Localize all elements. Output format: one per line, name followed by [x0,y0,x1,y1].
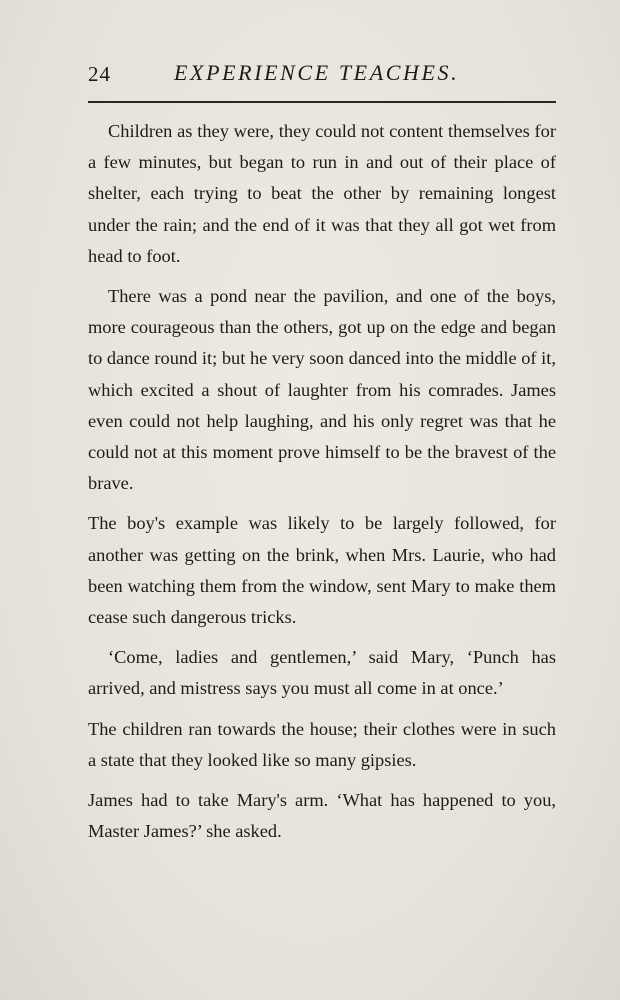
paragraph-5: The children ran towards the house; their clothes were in such a state that they looked like so many gipsies. [88,718,556,770]
running-title: EXPERIENCE TEACHES. [174,60,460,85]
paragraph-1: Children as they were, they could not content themselves for a few minutes, but began to run in and out of their place of shelter, each trying to beat the other by remaining longest under the rain; and the end of it was that they all got wet from head to foot. [88,121,556,266]
page-header [88,58,556,98]
paragraph-2: There was a pond near the pavilion, and one of the boys, more courageous than the others, got up on the edge and began to dance round it; but he very soon danced into the middle of it, which excited a shout of laughter from his comrades. James even could not help laughing, and his only regret was that he could not at this moment prove himself to be the bravest of the brave. [88,286,556,494]
body-text [88,116,556,856]
paragraph-3: The boy's example was likely to be largely followed, for another was getting on the brink, when Mrs. Laurie, who had been watching them from the window, sent Mary to make them cease such dangerous tricks. [88,513,556,628]
header-rule [88,101,556,103]
page-number: 24 [88,62,111,86]
paragraph-4: ‘Come, ladies and gentlemen,’ said Mary, ‘Punch has arrived, and mistress says you must all come in at once.’ [88,647,556,699]
paragraph-6: James had to take Mary's arm. ‘What has happened to you, Master James?’ she asked. [88,790,556,842]
